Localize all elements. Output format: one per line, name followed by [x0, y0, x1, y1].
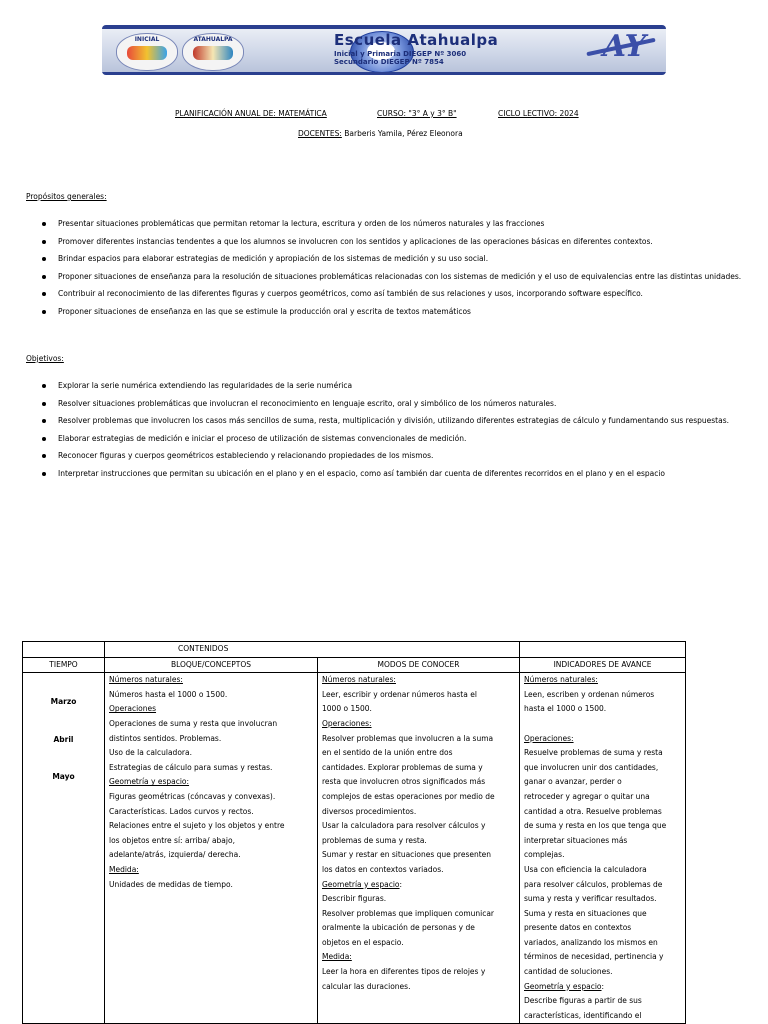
objetivo-item — [42, 466, 742, 481]
content-line-text: Sumar y restar en situaciones que presenten — [322, 850, 492, 860]
content-line — [524, 717, 681, 732]
content-line-text: Resolver problemas que impliquen comunicar — [322, 908, 495, 918]
content-line — [322, 746, 515, 761]
content-line-text: oralmente la ubicación de personas y de — [322, 923, 475, 933]
section-heading — [109, 702, 313, 717]
col-tiempo-header: TIEMPO — [23, 657, 105, 673]
content-line-text: términos de necesidad, pertinencia y — [524, 952, 664, 962]
content-line — [322, 688, 515, 703]
section-heading — [322, 717, 515, 732]
content-line-text: interpretar situaciones más — [524, 835, 628, 845]
bullet-icon — [42, 384, 46, 388]
tiempo-cell — [23, 673, 105, 1024]
col-modos-header: MODOS DE CONOCER — [318, 657, 520, 673]
content-line-text: los objetos entre sí: arriba/ abajo, — [109, 835, 235, 845]
content-line — [524, 688, 681, 703]
content-line — [524, 761, 681, 776]
content-line — [524, 936, 681, 951]
section-heading-text: Números naturales: — [109, 675, 183, 685]
content-line — [524, 702, 681, 717]
proposito-item — [42, 234, 742, 249]
content-line-text: complejos de estas operaciones por medio de — [322, 791, 495, 801]
content-line-text: Leen, escriben y ordenan números — [524, 689, 655, 699]
objetivo-item — [42, 448, 742, 463]
bullet-icon — [42, 419, 46, 423]
col-bloque-header: BLOQUE/CONCEPTOS — [105, 657, 318, 673]
content-line — [524, 863, 681, 878]
content-line — [322, 819, 515, 834]
content-line — [524, 848, 681, 863]
inicial-logo-text: INICIAL — [134, 36, 160, 43]
proposito-item-text: Presentar situaciones problemáticas que permitan retomar la lectura, escritura y orden de los números naturales y las fracciones — [58, 219, 545, 228]
month-mayo: Mayo — [52, 772, 75, 782]
section-heading-text: Geometría y espacio — [524, 981, 602, 991]
bullet-icon — [42, 240, 46, 244]
content-line-text: en el sentido de la unión entre dos — [322, 748, 453, 758]
brand-mark: AY — [602, 29, 646, 64]
bullet-icon — [42, 454, 46, 458]
section-heading — [109, 775, 313, 790]
content-line-text: Usar la calculadora para resolver cálculos y — [322, 821, 486, 831]
content-line — [524, 965, 681, 980]
content-line — [109, 848, 313, 863]
bullet-icon — [42, 472, 46, 476]
content-line-text: Describe figuras a partir de sus — [524, 996, 642, 1006]
objetivos-list — [42, 378, 742, 483]
content-line-text: Resolver problemas que involucren a la suma — [322, 733, 494, 743]
content-line-text: complejas. — [524, 850, 565, 860]
modos-cell — [318, 673, 520, 1024]
content-line — [524, 878, 681, 893]
content-line — [109, 688, 313, 703]
month-abril: Abril — [53, 734, 74, 744]
content-line — [109, 805, 313, 820]
content-line-text: cantidad a otra. Resuelve problemas — [524, 806, 662, 816]
contenidos-header: CONTENIDOS — [105, 642, 520, 658]
bullet-icon — [42, 310, 46, 314]
section-heading-text: Operaciones: — [322, 718, 372, 728]
content-line — [322, 790, 515, 805]
section-heading-text: Operaciones — [109, 704, 157, 714]
content-line-text: variados, analizando los mismos en — [524, 937, 658, 947]
proposito-item-text: Brindar espacios para elaborar estrategias de medición y apropiación de los sistemas de medición y su uso social. — [58, 254, 489, 263]
header-blank-cell — [23, 642, 105, 658]
curso-label: CURSO: "3° A y 3° B" — [377, 109, 457, 118]
content-line — [524, 907, 681, 922]
section-heading — [109, 673, 313, 688]
content-line — [322, 980, 515, 995]
content-line-text: adelante/atrás, izquierda/ derecha. — [109, 850, 241, 860]
content-line — [322, 702, 515, 717]
objetivo-item-text: Elaborar estrategias de medición e iniciar el proceso de utilización de sistemas convencionales de medición. — [58, 433, 467, 443]
content-line-text: que involucren unir dos cantidades, — [524, 762, 659, 772]
proposito-item-text: Contribuir al reconocimiento de las diferentes figuras y cuerpos geométricos, como así también de sus relaciones y usos, incorporando software específico. — [58, 289, 643, 298]
content-line-text: objetos en el espacio. — [322, 937, 404, 947]
section-heading-text: Geometría y espacio — [322, 879, 400, 889]
proposito-item — [42, 251, 742, 266]
content-line — [524, 819, 681, 834]
bullet-icon — [42, 222, 46, 226]
content-line — [524, 1009, 681, 1024]
content-line-text: Describir figuras. — [322, 894, 387, 904]
section-heading-text: Geometría y espacio: — [109, 777, 190, 787]
header-blank-cell-right — [520, 642, 686, 658]
content-line-text: Operaciones de suma y resta que involucran — [109, 718, 278, 728]
content-line — [322, 834, 515, 849]
content-line-text: hasta el 1000 o 1500. — [524, 704, 607, 714]
propositos-list — [42, 216, 742, 321]
section-heading-text: Números naturales: — [322, 675, 396, 685]
section-heading-text: Medida: — [109, 864, 139, 874]
content-line — [322, 907, 515, 922]
content-line-text: distintos sentidos. Problemas. — [109, 733, 222, 743]
content-line — [109, 819, 313, 834]
proposito-item — [42, 286, 742, 301]
ciclo-label: CICLO LECTIVO: 2024 — [498, 109, 579, 118]
section-heading-text: Medida: — [322, 952, 352, 962]
banner-top-stripe — [102, 25, 666, 29]
objetivo-item-text: Resolver situaciones problemáticas que involucran el reconocimiento en lenguaje escrito, oral y simbólico de los números naturales. — [58, 398, 557, 408]
content-line-text: resta que involucren otros significados más — [322, 777, 486, 787]
proposito-item — [42, 304, 742, 319]
content-line — [109, 878, 313, 893]
indicadores-cell — [520, 673, 686, 1024]
content-line-text: cantidad de soluciones. — [524, 967, 613, 977]
content-line-text: características, identificando el — [524, 1010, 642, 1020]
content-line-text: Figuras geométricas (cóncavas y convexas). — [109, 791, 276, 801]
content-line — [322, 921, 515, 936]
content-line — [109, 717, 313, 732]
content-line-text: calcular las duraciones. — [322, 981, 411, 991]
bullet-icon — [42, 292, 46, 296]
proposito-item — [42, 216, 742, 231]
content-line-text: problemas de suma y resta. — [322, 835, 427, 845]
school-name: Escuela Atahualpa — [334, 31, 499, 49]
atahualpa-logo — [182, 33, 244, 71]
school-banner — [102, 25, 666, 75]
objetivo-item — [42, 396, 742, 411]
banner-bottom-stripe — [102, 72, 666, 75]
content-line — [109, 746, 313, 761]
content-line-text: presente datos en contextos — [524, 923, 632, 933]
content-line-text: Estrategias de cálculo para sumas y restas. — [109, 762, 273, 772]
content-line-text: Usa con eficiencia la calculadora — [524, 864, 647, 874]
propositos-heading: Propósitos generales: — [26, 192, 107, 201]
section-heading — [524, 673, 681, 688]
atahualpa-logo-text: ATAHUALPA — [193, 36, 233, 43]
content-line — [524, 775, 681, 790]
content-line-text: Resuelve problemas de suma y resta — [524, 748, 663, 758]
objetivos-heading: Objetivos: — [26, 354, 64, 363]
content-line-text: para resolver cálculos, problemas de — [524, 879, 663, 889]
bloque-cell — [105, 673, 318, 1024]
proposito-item — [42, 269, 742, 284]
content-line-text: de suma y resta en los que tenga que — [524, 821, 667, 831]
section-heading — [109, 863, 313, 878]
school-line-primary: Inicial y Primaria DIEGEP Nº 3060 — [334, 50, 467, 58]
content-line-text: Unidades de medidas de tiempo. — [109, 879, 233, 889]
content-line — [524, 746, 681, 761]
proposito-item-text: Promover diferentes instancias tendentes a que los alumnos se involucren con los sentidos y aplicaciones de las operaciones básicas en diferentes contextos. — [58, 236, 653, 246]
content-line-text: Números hasta el 1000 o 1500. — [109, 689, 228, 699]
content-line — [322, 848, 515, 863]
inicial-logo — [116, 33, 178, 71]
content-line-text: diversos procedimientos. — [322, 806, 417, 816]
bullet-icon — [42, 275, 46, 279]
col-indicadores-header: INDICADORES DE AVANCE — [520, 657, 686, 673]
plan-label: PLANIFICACIÓN ANUAL DE: MATEMÁTICA — [175, 109, 327, 118]
content-line — [524, 892, 681, 907]
content-line — [322, 863, 515, 878]
table-header-row-2 — [23, 657, 686, 673]
objetivo-item-text: Interpretar instrucciones que permitan su ubicación en el plano y en el espacio, como así también dar cuenta de diferentes recorridos en el plano y en el espacio — [58, 468, 666, 478]
section-heading — [524, 980, 681, 995]
month-marzo: Marzo — [50, 697, 77, 707]
docentes-label: DOCENTES: — [298, 129, 342, 138]
section-heading — [322, 878, 515, 893]
section-heading — [322, 950, 515, 965]
section-heading — [322, 673, 515, 688]
content-line — [524, 950, 681, 965]
content-line-text: Leer, escribir y ordenar números hasta el — [322, 689, 477, 699]
docentes-line — [298, 129, 463, 138]
table-row — [23, 673, 686, 1024]
content-line-text: Leer la hora en diferentes tipos de relojes y — [322, 967, 486, 977]
content-line-text: Uso de la calculadora. — [109, 748, 192, 758]
objetivo-item — [42, 431, 742, 446]
content-line-text: Suma y resta en situaciones que — [524, 908, 647, 918]
proposito-item-text: Proponer situaciones de enseñanza en las que se estimule la producción oral y escrita de textos matemáticos — [58, 306, 471, 316]
content-line — [109, 761, 313, 776]
objetivo-item-text: Resolver problemas que involucren los casos más sencillos de suma, resta, multiplicación y división, utilizando diferentes estrategias de cálculo y fundamentando sus respuestas. — [58, 416, 729, 425]
school-line-secondary: Secundario DIEGEP Nº 7854 — [334, 58, 444, 66]
content-line — [322, 761, 515, 776]
content-line — [524, 834, 681, 849]
proposito-item-text: Proponer situaciones de enseñanza para la resolución de situaciones problemáticas relacionadas con los sistemas de medición y el uso de equivalencias entre las distintas unidades. — [58, 271, 742, 281]
objetivo-item-text: Reconocer figuras y cuerpos geométricos estableciendo y relacionando propiedades de los mismos. — [58, 451, 434, 460]
objetivo-item — [42, 378, 742, 393]
planning-table — [22, 641, 686, 1024]
section-heading-suffix: : — [399, 879, 403, 889]
bullet-icon — [42, 257, 46, 261]
content-line — [322, 805, 515, 820]
content-line — [524, 921, 681, 936]
content-line — [524, 994, 681, 1009]
bullet-icon — [42, 437, 46, 441]
content-line-text: suma y resta y verificar resultados. — [524, 894, 657, 904]
content-line — [322, 732, 515, 747]
table-header-row-1 — [23, 642, 686, 658]
section-heading-text: Operaciones: — [524, 733, 574, 743]
content-line — [109, 834, 313, 849]
content-line — [524, 790, 681, 805]
content-line — [322, 936, 515, 951]
content-line — [322, 965, 515, 980]
content-line — [109, 790, 313, 805]
objetivo-item — [42, 413, 742, 428]
docentes-value: Barberis Yamila, Pérez Eleonora — [341, 129, 463, 138]
content-line-text: ganar o avanzar, perder o — [524, 777, 622, 787]
bullet-icon — [42, 402, 46, 406]
section-heading-suffix: : — [601, 981, 605, 991]
section-heading-text: Números naturales: — [524, 675, 598, 685]
content-line-text: retroceder y agregar o quitar una — [524, 791, 650, 801]
content-line-text: los datos en contextos variados. — [322, 864, 444, 874]
inicial-logo-art — [127, 46, 167, 60]
content-line-text: Características. Lados curvos y rectos. — [109, 806, 254, 816]
content-line-text: 1000 o 1500. — [322, 704, 372, 714]
section-heading — [524, 732, 681, 747]
atahualpa-logo-art — [193, 46, 233, 60]
content-line — [524, 805, 681, 820]
content-line — [322, 775, 515, 790]
content-line — [109, 732, 313, 747]
objetivo-item-text: Explorar la serie numérica extendiendo las regularidades de la serie numérica — [58, 381, 353, 390]
content-line-text: cantidades. Explorar problemas de suma y — [322, 762, 483, 772]
content-line-text: Relaciones entre el sujeto y los objetos y entre — [109, 821, 285, 831]
content-line — [322, 892, 515, 907]
